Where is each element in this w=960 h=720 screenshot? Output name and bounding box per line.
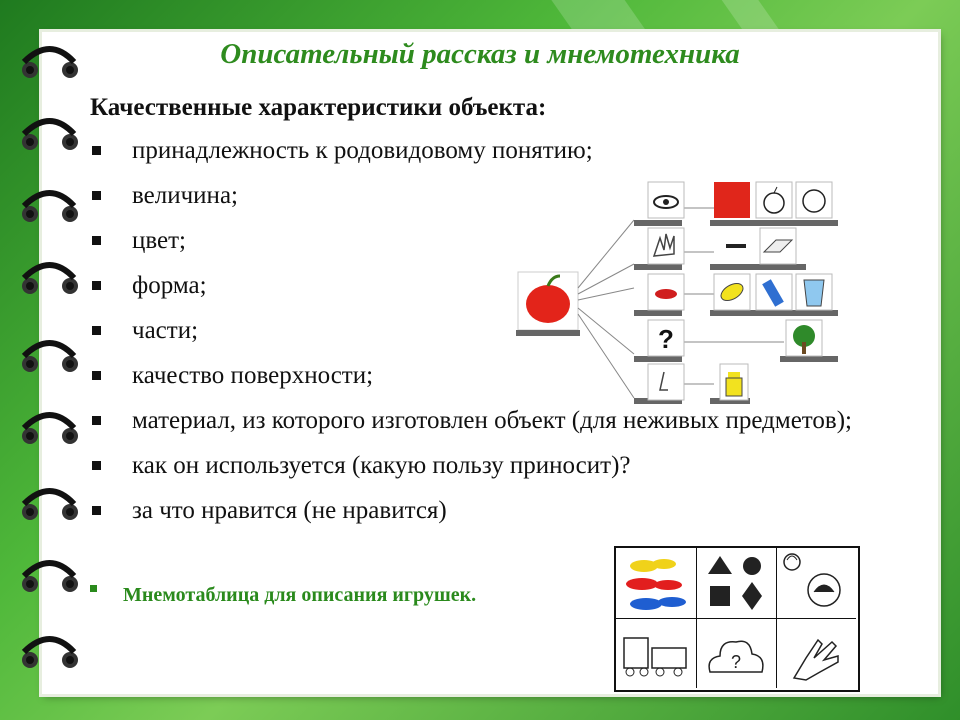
ring-binder-icon — [12, 256, 84, 298]
glove-icon — [648, 228, 684, 264]
eraser-icon — [760, 228, 796, 264]
ring-binder-icon — [12, 630, 84, 672]
mnemotable-note — [90, 584, 476, 607]
glass-of-water-icon — [796, 274, 832, 310]
list-item — [90, 136, 890, 165]
lips-icon — [648, 274, 684, 310]
train-icon — [616, 618, 696, 688]
grid-cell-parts — [616, 618, 697, 688]
bullet-icon — [92, 461, 101, 470]
shapes-icon — [696, 548, 776, 618]
ring-binder-icon — [12, 406, 84, 448]
list-item-text: за что нравится (не нравится) — [132, 497, 447, 524]
ball-icon — [776, 548, 856, 618]
question-mark-text: ? — [730, 652, 742, 672]
question-icon — [648, 320, 684, 356]
page-title: Описательный рассказ и мнемотехника — [220, 38, 740, 70]
candy-icon — [756, 274, 792, 310]
bullet-icon — [92, 191, 101, 200]
bullet-icon — [92, 371, 101, 380]
tree-icon — [786, 320, 822, 356]
list-item-text: материал, из которого изготовлен объект (для неживых предметов); — [132, 407, 852, 434]
bullet-icon — [90, 585, 97, 592]
bullet-icon — [92, 281, 101, 290]
eye-icon — [648, 182, 684, 218]
list-item-text: величина; — [132, 182, 238, 209]
ring-binder-icon — [12, 482, 84, 524]
list-item — [90, 496, 890, 525]
grid-cell-material — [696, 618, 777, 688]
mnemotable-grid — [614, 546, 860, 692]
apple-icon — [516, 272, 580, 336]
ring-binder-icon — [12, 334, 84, 376]
nose-icon — [648, 364, 684, 400]
shelf-diagram — [514, 176, 844, 408]
list-item — [90, 406, 890, 435]
ring-binder-icon — [12, 184, 84, 226]
dash-icon — [726, 244, 746, 248]
bullet-icon — [92, 236, 101, 245]
list-item-text: как он используется (какую пользу приносит)? — [132, 452, 631, 479]
list-item-text: части; — [132, 317, 199, 344]
ring-binder-icon — [12, 554, 84, 596]
list-item-text: принадлежность к родовидовому понятию; — [132, 137, 593, 164]
bullet-icon — [92, 416, 101, 425]
bullet-icon — [92, 146, 101, 155]
list-item-text: качество поверхности; — [132, 362, 374, 389]
grid-cell-ball — [776, 548, 856, 619]
list-item — [90, 451, 890, 480]
perfume-bottle-icon — [720, 364, 748, 400]
grid-cell-colors — [616, 548, 697, 619]
note-text: Мнемотаблица для описания игрушек. — [123, 584, 477, 606]
list-item-text: форма; — [132, 272, 207, 299]
red-square-icon — [714, 182, 750, 218]
grid-cell-surface — [776, 618, 856, 688]
hand-icon — [776, 618, 856, 688]
grid-cell-shapes — [696, 548, 777, 619]
circle-icon — [796, 182, 832, 218]
lemon-icon — [714, 274, 750, 310]
question-mark-text: ? — [658, 324, 674, 354]
ring-binder-icon — [12, 112, 84, 154]
cloud-question-icon — [696, 618, 776, 688]
apple-outline-icon — [756, 182, 792, 218]
subtitle: Качественные характеристики объекта: — [90, 94, 547, 121]
bullet-icon — [92, 506, 101, 515]
paint-splash-icon — [616, 548, 696, 618]
bullet-icon — [92, 326, 101, 335]
list-item-text: цвет; — [132, 227, 187, 254]
